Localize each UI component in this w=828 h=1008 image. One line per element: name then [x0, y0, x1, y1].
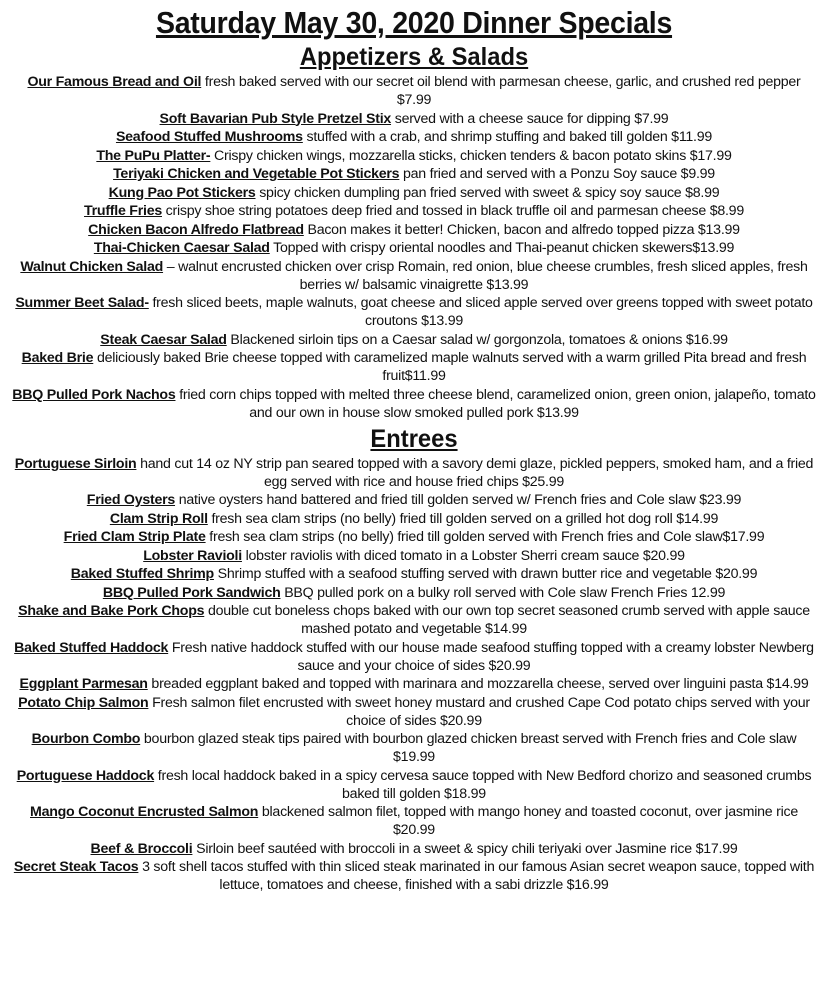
menu-item-name: Eggplant Parmesan: [19, 676, 148, 692]
menu-item: [10, 767, 818, 803]
menu-item: [10, 639, 818, 675]
menu-item-description: Fresh salmon filet encrusted with sweet honey mustard and crushed Cape Cod potato chips served with your choice of sides $20.99: [148, 694, 810, 729]
menu-item: [10, 858, 818, 894]
menu-item-name: Baked Stuffed Haddock: [14, 639, 169, 656]
menu-item-name: Fried Oysters: [86, 492, 176, 508]
menu-item: [10, 331, 818, 349]
menu-item: [10, 510, 818, 528]
menu-item: [10, 840, 818, 858]
menu-item-description: pan fried and served with a Ponzu Soy sauce $9.99: [399, 166, 715, 182]
menu-item: [10, 803, 818, 839]
menu-item-name: Chicken Bacon Alfredo Flatbread: [88, 221, 304, 238]
menu-item: [10, 584, 818, 602]
menu-item-description: – walnut encrusted chicken over crisp Romain, red onion, blue cheese crumbles, fresh sliced apples, fresh berries w/ balsamic vinaigrette $13.99: [163, 258, 808, 293]
menu-item: [10, 239, 818, 257]
menu-item-description: fresh sea clam strips (no belly) fried till golden served with French fries and Cole slaw$17.99: [205, 529, 765, 545]
section-heading-entrees: Entrees: [370, 424, 458, 453]
menu-item-description: Bacon makes it better! Chicken, bacon and alfredo topped pizza $13.99: [303, 221, 740, 238]
menu-item: [10, 565, 818, 583]
menu-item: [10, 386, 818, 422]
menu-item-description: crispy shoe string potatoes deep fried and tossed in black truffle oil and parmesan cheese $8.99: [161, 203, 744, 219]
menu-item: [10, 128, 818, 146]
menu-item: [10, 349, 818, 385]
menu-item: [10, 694, 818, 730]
menu-item-name: Steak Caesar Salad: [100, 331, 227, 348]
menu-item-name: Shake and Bake Pork Chops: [18, 603, 205, 619]
menu-item-description: deliciously baked Brie cheese topped with caramelized maple walnuts served with a warm grilled Pita bread and fresh fruit$11.99: [93, 350, 807, 384]
menu-item-description: bourbon glazed steak tips paired with bourbon glazed chicken breast served with French fries and Cole slaw $19.99: [140, 731, 797, 765]
menu-item-name: Beef & Broccoli: [90, 840, 193, 857]
menu-item-name: Baked Stuffed Shrimp: [70, 566, 214, 582]
menu-item: [10, 147, 818, 165]
menu-item-name: Secret Steak Tacos: [13, 859, 139, 875]
menu-item: [10, 258, 818, 294]
menu-item: [10, 73, 818, 109]
menu-item: [10, 675, 818, 693]
menu-item-description: fresh sea clam strips (no belly) fried till golden served on a grilled hot dog roll $14.99: [207, 510, 719, 527]
menu-item-description: fresh local haddock baked in a spicy cervesa sauce topped with New Bedford chorizo and seasoned crumbs baked till golden $18.99: [154, 767, 812, 802]
menu-item-name: BBQ Pulled Pork Sandwich: [102, 584, 281, 601]
menu-item-name: Soft Bavarian Pub Style Pretzel Stix: [159, 110, 392, 127]
menu-item: [10, 202, 818, 220]
menu-item-name: Truffle Fries: [84, 203, 162, 219]
menu-item-name: Baked Brie: [21, 350, 94, 366]
menu-item-name: Bourbon Combo: [31, 731, 141, 747]
menu-item-description: stuffed with a crab, and shrimp stuffing and baked till golden $11.99: [302, 129, 713, 145]
menu-item-description: fried corn chips topped with melted three cheese blend, caramelized onion, green onion, jalapeño, tomato and our own in house slow smoked pulled pork $13.99: [175, 386, 816, 421]
menu-item-description: native oysters hand battered and fried till golden served w/ French fries and Cole slaw $23.99: [175, 492, 742, 508]
menu-item: [10, 491, 818, 509]
menu-item-name: Portuguese Haddock: [16, 767, 155, 784]
menu-item: [10, 547, 818, 565]
menu-item: [10, 165, 818, 183]
menu-item-description: spicy chicken dumpling pan fried served with sweet & spicy soy sauce $8.99: [255, 184, 720, 201]
menu-item-description: double cut boneless chops baked with our own top secret seasoned crumb served with apple sauce mashed potato and vegetable $14.99: [204, 603, 810, 637]
menu-item: [10, 221, 818, 239]
menu-item-name: Seafood Stuffed Mushrooms: [115, 129, 303, 145]
menu-item-description: lobster raviolis with diced tomato in a Lobster Sherri cream sauce $20.99: [241, 547, 685, 564]
menu-item-description: Crispy chicken wings, mozzarella sticks, chicken tenders & bacon potato skins $17.99: [210, 147, 732, 164]
menu-item-description: BBQ pulled pork on a bulky roll served with Cole slaw French Fries 12.99: [280, 584, 726, 601]
menu-item: [10, 602, 818, 638]
menu-item-description: served with a cheese sauce for dipping $7.99: [391, 110, 669, 127]
menu-item: [10, 294, 818, 330]
menu-item-name: Summer Beet Salad-: [15, 295, 149, 311]
entrees-list: [10, 455, 818, 895]
menu-item: [10, 730, 818, 766]
menu-item: [10, 184, 818, 202]
menu-item-description: Blackened sirloin tips on a Caesar salad w/ gorgonzola, tomatoes & onions $16.99: [226, 331, 728, 348]
menu-title: Saturday May 30, 2020 Dinner Specials: [155, 5, 673, 40]
menu-item-description: breaded eggplant baked and topped with marinara and mozzarella cheese, served over linguini pasta $14.99: [147, 676, 809, 692]
menu-item: [10, 110, 818, 128]
menu-item-description: fresh sliced beets, maple walnuts, goat cheese and sliced apple served over greens topped with sweet potato croutons $13.99: [148, 295, 813, 329]
menu-item-name: Walnut Chicken Salad: [20, 258, 164, 275]
menu-item-name: Fried Clam Strip Plate: [63, 529, 206, 545]
menu-item-name: Mango Coconut Encrusted Salmon: [30, 804, 259, 820]
menu-item-description: Sirloin beef sautéed with broccoli in a sweet & spicy chili teriyaki over Jasmine rice $17.99: [192, 840, 738, 857]
menu-item-name: Kung Pao Pot Stickers: [108, 184, 256, 201]
menu-item: [10, 528, 818, 546]
menu-item-name: Lobster Ravioli: [143, 547, 242, 564]
menu-item: [10, 455, 818, 491]
menu-item-description: Shrimp stuffed with a seafood stuffing served with drawn butter rice and vegetable $20.99: [213, 566, 758, 582]
menu-item-name: Potato Chip Salmon: [18, 694, 149, 711]
menu-item-description: Fresh native haddock stuffed with our house made seafood stuffing topped with a creamy lobster Newberg sauce and your choice of sides $20.99: [168, 639, 814, 674]
menu-item-name: Clam Strip Roll: [109, 510, 208, 527]
menu-item-name: BBQ Pulled Pork Nachos: [12, 386, 176, 403]
menu-item-description: Topped with crispy oriental noodles and Thai-peanut chicken skewers$13.99: [269, 240, 735, 256]
section-heading-appetizers: Appetizers & Salads: [299, 43, 529, 71]
menu-item-name: Thai-Chicken Caesar Salad: [93, 240, 270, 256]
menu-item-name: Portuguese Sirloin: [14, 455, 137, 472]
appetizers-list: [10, 73, 818, 422]
menu-item-name: Teriyaki Chicken and Vegetable Pot Stickers: [113, 166, 400, 182]
menu-item-description: blackened salmon filet, topped with mango honey and toasted coconut, over jasmine rice $20.99: [258, 804, 798, 838]
menu-item-name: Our Famous Bread and Oil: [27, 74, 202, 90]
menu-item-description: fresh baked served with our secret oil blend with parmesan cheese, garlic, and crushed red pepper $7.99: [201, 74, 801, 108]
menu-item-description: 3 soft shell tacos stuffed with thin sliced steak marinated in our famous Asian secret weapon sauce, topped with lettuce, tomatoes and cheese, finished with a sabi drizzle $16.99: [138, 859, 815, 893]
menu-item-description: hand cut 14 oz NY strip pan seared topped with a savory demi glaze, pickled peppers, smoked ham, and a fried egg served with rice and house fried chips $25.99: [136, 455, 814, 490]
menu-item-name: The PuPu Platter-: [96, 147, 211, 164]
